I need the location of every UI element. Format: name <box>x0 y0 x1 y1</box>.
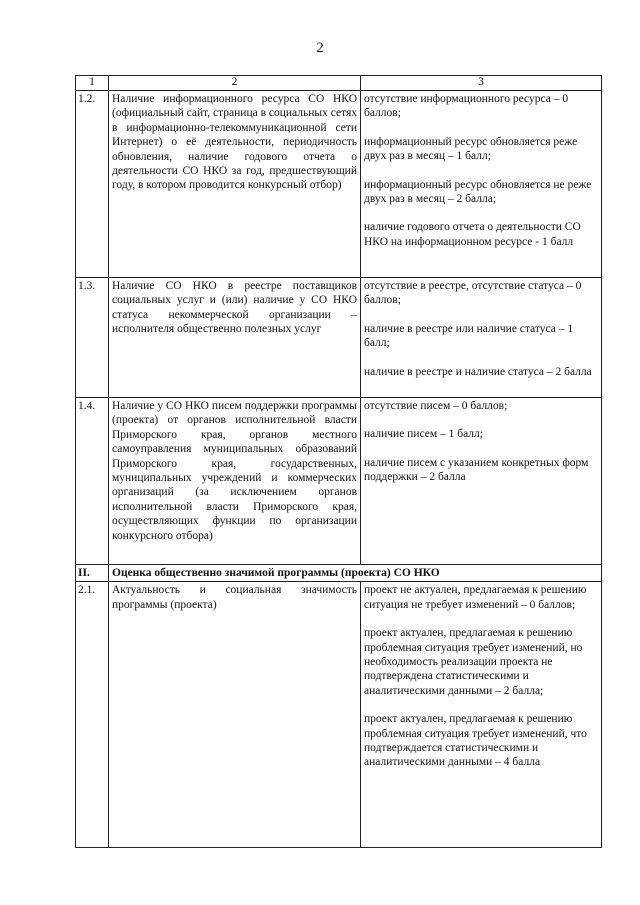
table-header-row <box>76 76 602 91</box>
indicator-text: Наличие у СО НКО писем поддержки программы (проекта) от органов исполнительной власти Приморского края, органов местного самоуправления муниципальных образований Приморского края, государственных, муниципальных учреждений и коммерческих организаций (за исключением органов исполнительной власти Приморского края, осуществляющих функции по организации конкурсного отбора) <box>109 398 361 565</box>
score-option: информационный ресурс обновляется реже двух раз в месяц – 1 балл; <box>364 135 578 163</box>
table-row <box>76 91 602 278</box>
row-number: 1.3. <box>76 278 109 398</box>
indicator-text: Актуальность и социальная значимость программы (проекта) <box>109 582 361 848</box>
score-cell <box>361 582 602 848</box>
row-number: 2.1. <box>76 582 109 848</box>
row-number: 1.2. <box>76 91 109 278</box>
score-cell <box>361 91 602 278</box>
score-option: проект актуален, предлагаемая к решению проблемная ситуация требует изменений, но необходимость реализации проекта не подтверждена статистическими и аналитическими данными – 2 балла; <box>364 627 583 697</box>
column-header-number: 1 <box>76 76 109 91</box>
score-option: наличие в реестре или наличие статуса – 1 балл; <box>364 322 574 350</box>
column-header-scores: 3 <box>361 76 602 91</box>
score-cell <box>361 398 602 565</box>
indicator-text: Наличие информационного ресурса СО НКО (официальный сайт, страница в социальных сетях в информационно-телекоммуникационной сети Интернет) о её деятельности, периодичность обновления, наличие годового отчета о деятельности СО НКО за год, предшествующий году, в котором проводится конкурсный отбор) <box>109 91 361 278</box>
score-option: наличие писем – 1 балл; <box>364 428 483 441</box>
row-number: 1.4. <box>76 398 109 565</box>
table-row <box>76 398 602 565</box>
score-option: наличие годового отчета о деятельности СО НКО на информационном ресурсе - 1 балл <box>364 221 581 248</box>
score-cell <box>361 278 602 398</box>
page-number: 2 <box>316 40 324 56</box>
evaluation-criteria-table <box>75 75 602 848</box>
score-option: отсутствие информационного ресурса – 0 баллов; <box>364 93 569 120</box>
table-row <box>76 278 602 398</box>
column-header-indicator: 2 <box>109 76 361 91</box>
score-option: отсутствие писем – 0 баллов; <box>364 400 508 412</box>
score-option: отсутствие в реестре, отсутствие статуса – 0 баллов; <box>364 280 582 307</box>
score-option: информационный ресурс обновляется не реже двух раз в месяц – 2 балла; <box>364 178 592 206</box>
section-number: II. <box>76 565 109 582</box>
table-row <box>76 582 602 848</box>
score-option: наличие в реестре и наличие статуса – 2 балла <box>364 365 592 378</box>
score-option: проект актуален, предлагаемая к решению проблемная ситуация требует изменений, что подтверждается статистическими и аналитическими данными – 4 балла <box>364 713 587 769</box>
indicator-text: Наличие СО НКО в реестре поставщиков социальных услуг и (или) наличие у СО НКО статуса некоммерческой организации – исполнителя общественно полезных услуг <box>109 278 361 398</box>
section-header-row <box>76 565 602 582</box>
section-title: Оценка общественно значимой программы (проекта) СО НКО <box>109 565 602 582</box>
score-option: проект не актуален, предлагаемая к решению ситуация не требует изменений – 0 баллов; <box>364 584 587 611</box>
score-option: наличие писем с указанием конкретных форм поддержки – 2 балла <box>364 456 589 484</box>
